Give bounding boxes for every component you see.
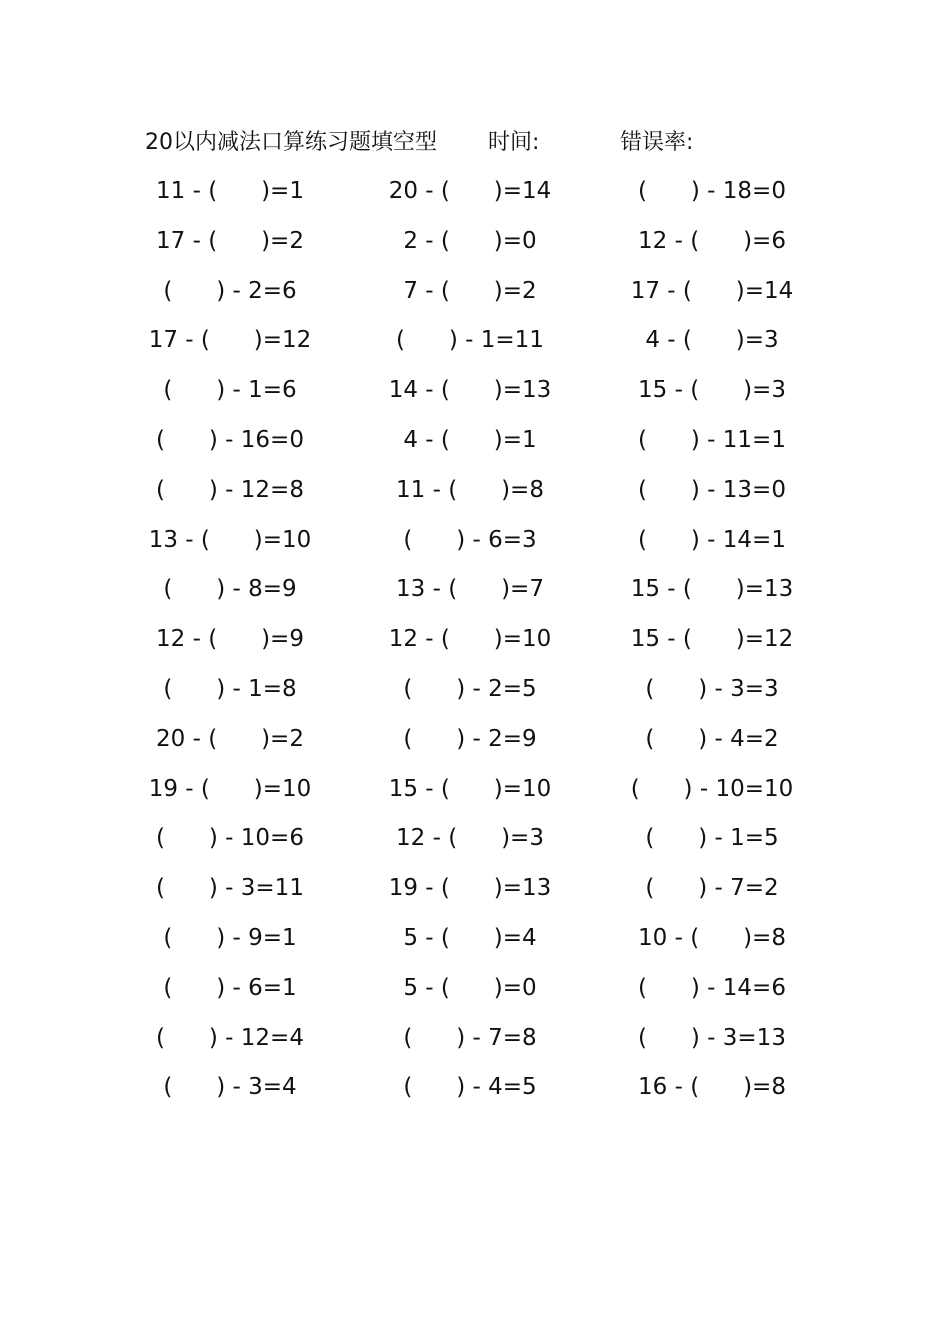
math-problem: ( ) - 12=4: [156, 1024, 304, 1051]
math-problem: 15 - ( )=12: [630, 626, 794, 653]
math-problem: ( ) - 1=8: [163, 675, 297, 702]
math-problem: ( ) - 6=3: [403, 526, 537, 553]
math-problem: ( ) - 7=2: [645, 875, 779, 902]
math-problem: 13 - ( )=10: [148, 526, 312, 553]
math-problem: ( ) - 13=0: [638, 476, 786, 503]
problem-grid: [0, 173, 950, 1119]
problem-row: [0, 870, 950, 920]
worksheet-header: [0, 127, 950, 159]
math-problem: ( ) - 4=5: [403, 1074, 537, 1101]
math-problem: 19 - ( )=13: [388, 875, 552, 902]
math-problem: 17 - ( )=12: [148, 327, 312, 354]
math-problem: ( ) - 2=9: [403, 725, 537, 752]
problem-row: [0, 372, 950, 422]
math-problem: ( ) - 11=1: [638, 426, 786, 453]
problem-row: [0, 322, 950, 372]
problem-row: [0, 223, 950, 273]
math-problem: 15 - ( )=3: [638, 377, 786, 404]
problem-row: [0, 771, 950, 821]
math-problem: 10 - ( )=8: [638, 924, 786, 951]
math-problem: ( ) - 12=8: [156, 476, 304, 503]
problem-row: [0, 970, 950, 1020]
problem-row: [0, 273, 950, 323]
problem-row: [0, 422, 950, 472]
problem-row: [0, 1069, 950, 1119]
math-problem: 12 - ( )=9: [156, 626, 304, 653]
math-problem: ( ) - 10=10: [630, 775, 794, 802]
math-problem: 16 - ( )=8: [638, 1074, 786, 1101]
problem-row: [0, 1020, 950, 1070]
math-problem: ( ) - 4=2: [645, 725, 779, 752]
math-problem: ( ) - 2=6: [163, 277, 297, 304]
problem-row: [0, 671, 950, 721]
math-problem: ( ) - 6=1: [163, 974, 297, 1001]
math-problem: 11 - ( )=1: [156, 178, 304, 204]
math-problem: 17 - ( )=14: [630, 277, 794, 304]
math-problem: ( ) - 3=11: [156, 875, 304, 902]
math-problem: 5 - ( )=4: [403, 924, 537, 951]
math-problem: 15 - ( )=13: [630, 576, 794, 603]
problem-row: [0, 522, 950, 572]
math-problem: ( ) - 3=13: [638, 1024, 786, 1051]
math-problem: 12 - ( )=3: [396, 825, 544, 852]
math-problem: ( ) - 3=4: [163, 1074, 297, 1101]
math-problem: 17 - ( )=2: [156, 227, 304, 254]
problem-row: [0, 173, 950, 223]
math-problem: ( ) - 2=5: [403, 675, 537, 702]
math-problem: ( ) - 10=6: [156, 825, 304, 852]
math-problem: ( ) - 8=9: [163, 576, 297, 603]
error-rate-label: 错误率:: [620, 130, 694, 155]
worksheet-title: 20以内减法口算练习题填空型: [145, 130, 437, 155]
math-problem: 15 - ( )=10: [388, 775, 552, 802]
math-problem: 2 - ( )=0: [403, 227, 537, 254]
math-problem: ( ) - 18=0: [638, 178, 786, 204]
math-problem: 14 - ( )=13: [388, 377, 552, 404]
math-problem: ( ) - 1=11: [396, 327, 544, 354]
problem-row: [0, 920, 950, 970]
math-problem: 5 - ( )=0: [403, 974, 537, 1001]
math-problem: ( ) - 1=6: [163, 377, 297, 404]
problem-row: [0, 571, 950, 621]
problem-row: [0, 621, 950, 671]
math-problem: ( ) - 9=1: [163, 924, 297, 951]
math-problem: 12 - ( )=6: [638, 227, 786, 254]
math-problem: ( ) - 14=1: [638, 526, 786, 553]
math-problem: ( ) - 1=5: [645, 825, 779, 852]
math-problem: ( ) - 14=6: [638, 974, 786, 1001]
problem-row: [0, 820, 950, 870]
math-problem: ( ) - 16=0: [156, 426, 304, 453]
math-problem: 20 - ( )=2: [156, 725, 304, 752]
math-problem: 19 - ( )=10: [148, 775, 312, 802]
problem-row: [0, 472, 950, 522]
math-problem: 7 - ( )=2: [403, 277, 537, 304]
math-problem: 4 - ( )=1: [403, 426, 537, 453]
math-problem: ( ) - 3=3: [645, 675, 779, 702]
math-problem: 4 - ( )=3: [645, 327, 779, 354]
math-problem: 20 - ( )=14: [388, 178, 552, 204]
math-problem: 13 - ( )=7: [396, 576, 544, 603]
time-label: 时间:: [488, 130, 540, 155]
problem-row: [0, 721, 950, 771]
math-problem: 11 - ( )=8: [396, 476, 544, 503]
math-problem: ( ) - 7=8: [403, 1024, 537, 1051]
math-problem: 12 - ( )=10: [388, 626, 552, 653]
